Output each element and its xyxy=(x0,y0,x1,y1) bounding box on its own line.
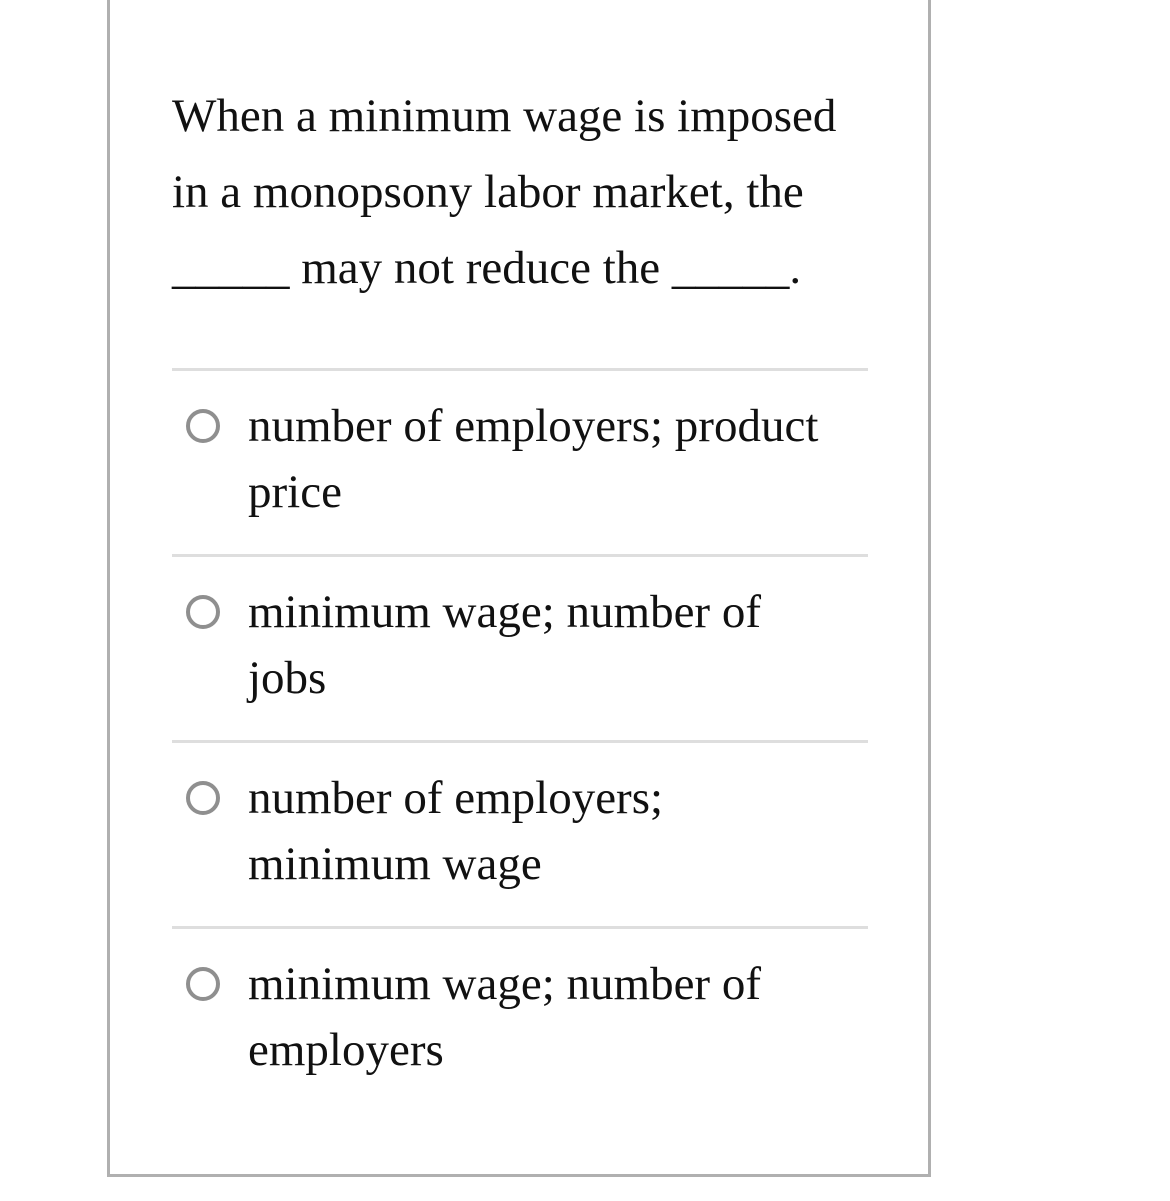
radio-button-icon[interactable] xyxy=(186,967,220,1001)
question-text xyxy=(172,78,872,306)
answer-option-1[interactable] xyxy=(172,371,868,554)
question-line: _____ may not reduce the _____. xyxy=(172,242,802,294)
answer-option-3[interactable] xyxy=(172,743,868,926)
question-line: in a monopsony labor market, the xyxy=(172,166,804,218)
answer-option-2[interactable] xyxy=(172,557,868,740)
answer-option-4[interactable] xyxy=(172,929,868,1112)
question-line: When a minimum wage is imposed xyxy=(172,90,837,142)
radio-button-icon[interactable] xyxy=(186,781,220,815)
answer-options xyxy=(172,368,868,1112)
answer-option-label: minimum wage; number of employers xyxy=(248,958,761,1076)
answer-option-label: number of employers; product price xyxy=(248,400,819,518)
answer-option-label: number of employers; minimum wage xyxy=(248,772,664,890)
radio-button-icon[interactable] xyxy=(186,409,220,443)
answer-option-label: minimum wage; number of jobs xyxy=(248,586,761,704)
question-card xyxy=(107,0,931,1177)
radio-button-icon[interactable] xyxy=(186,595,220,629)
